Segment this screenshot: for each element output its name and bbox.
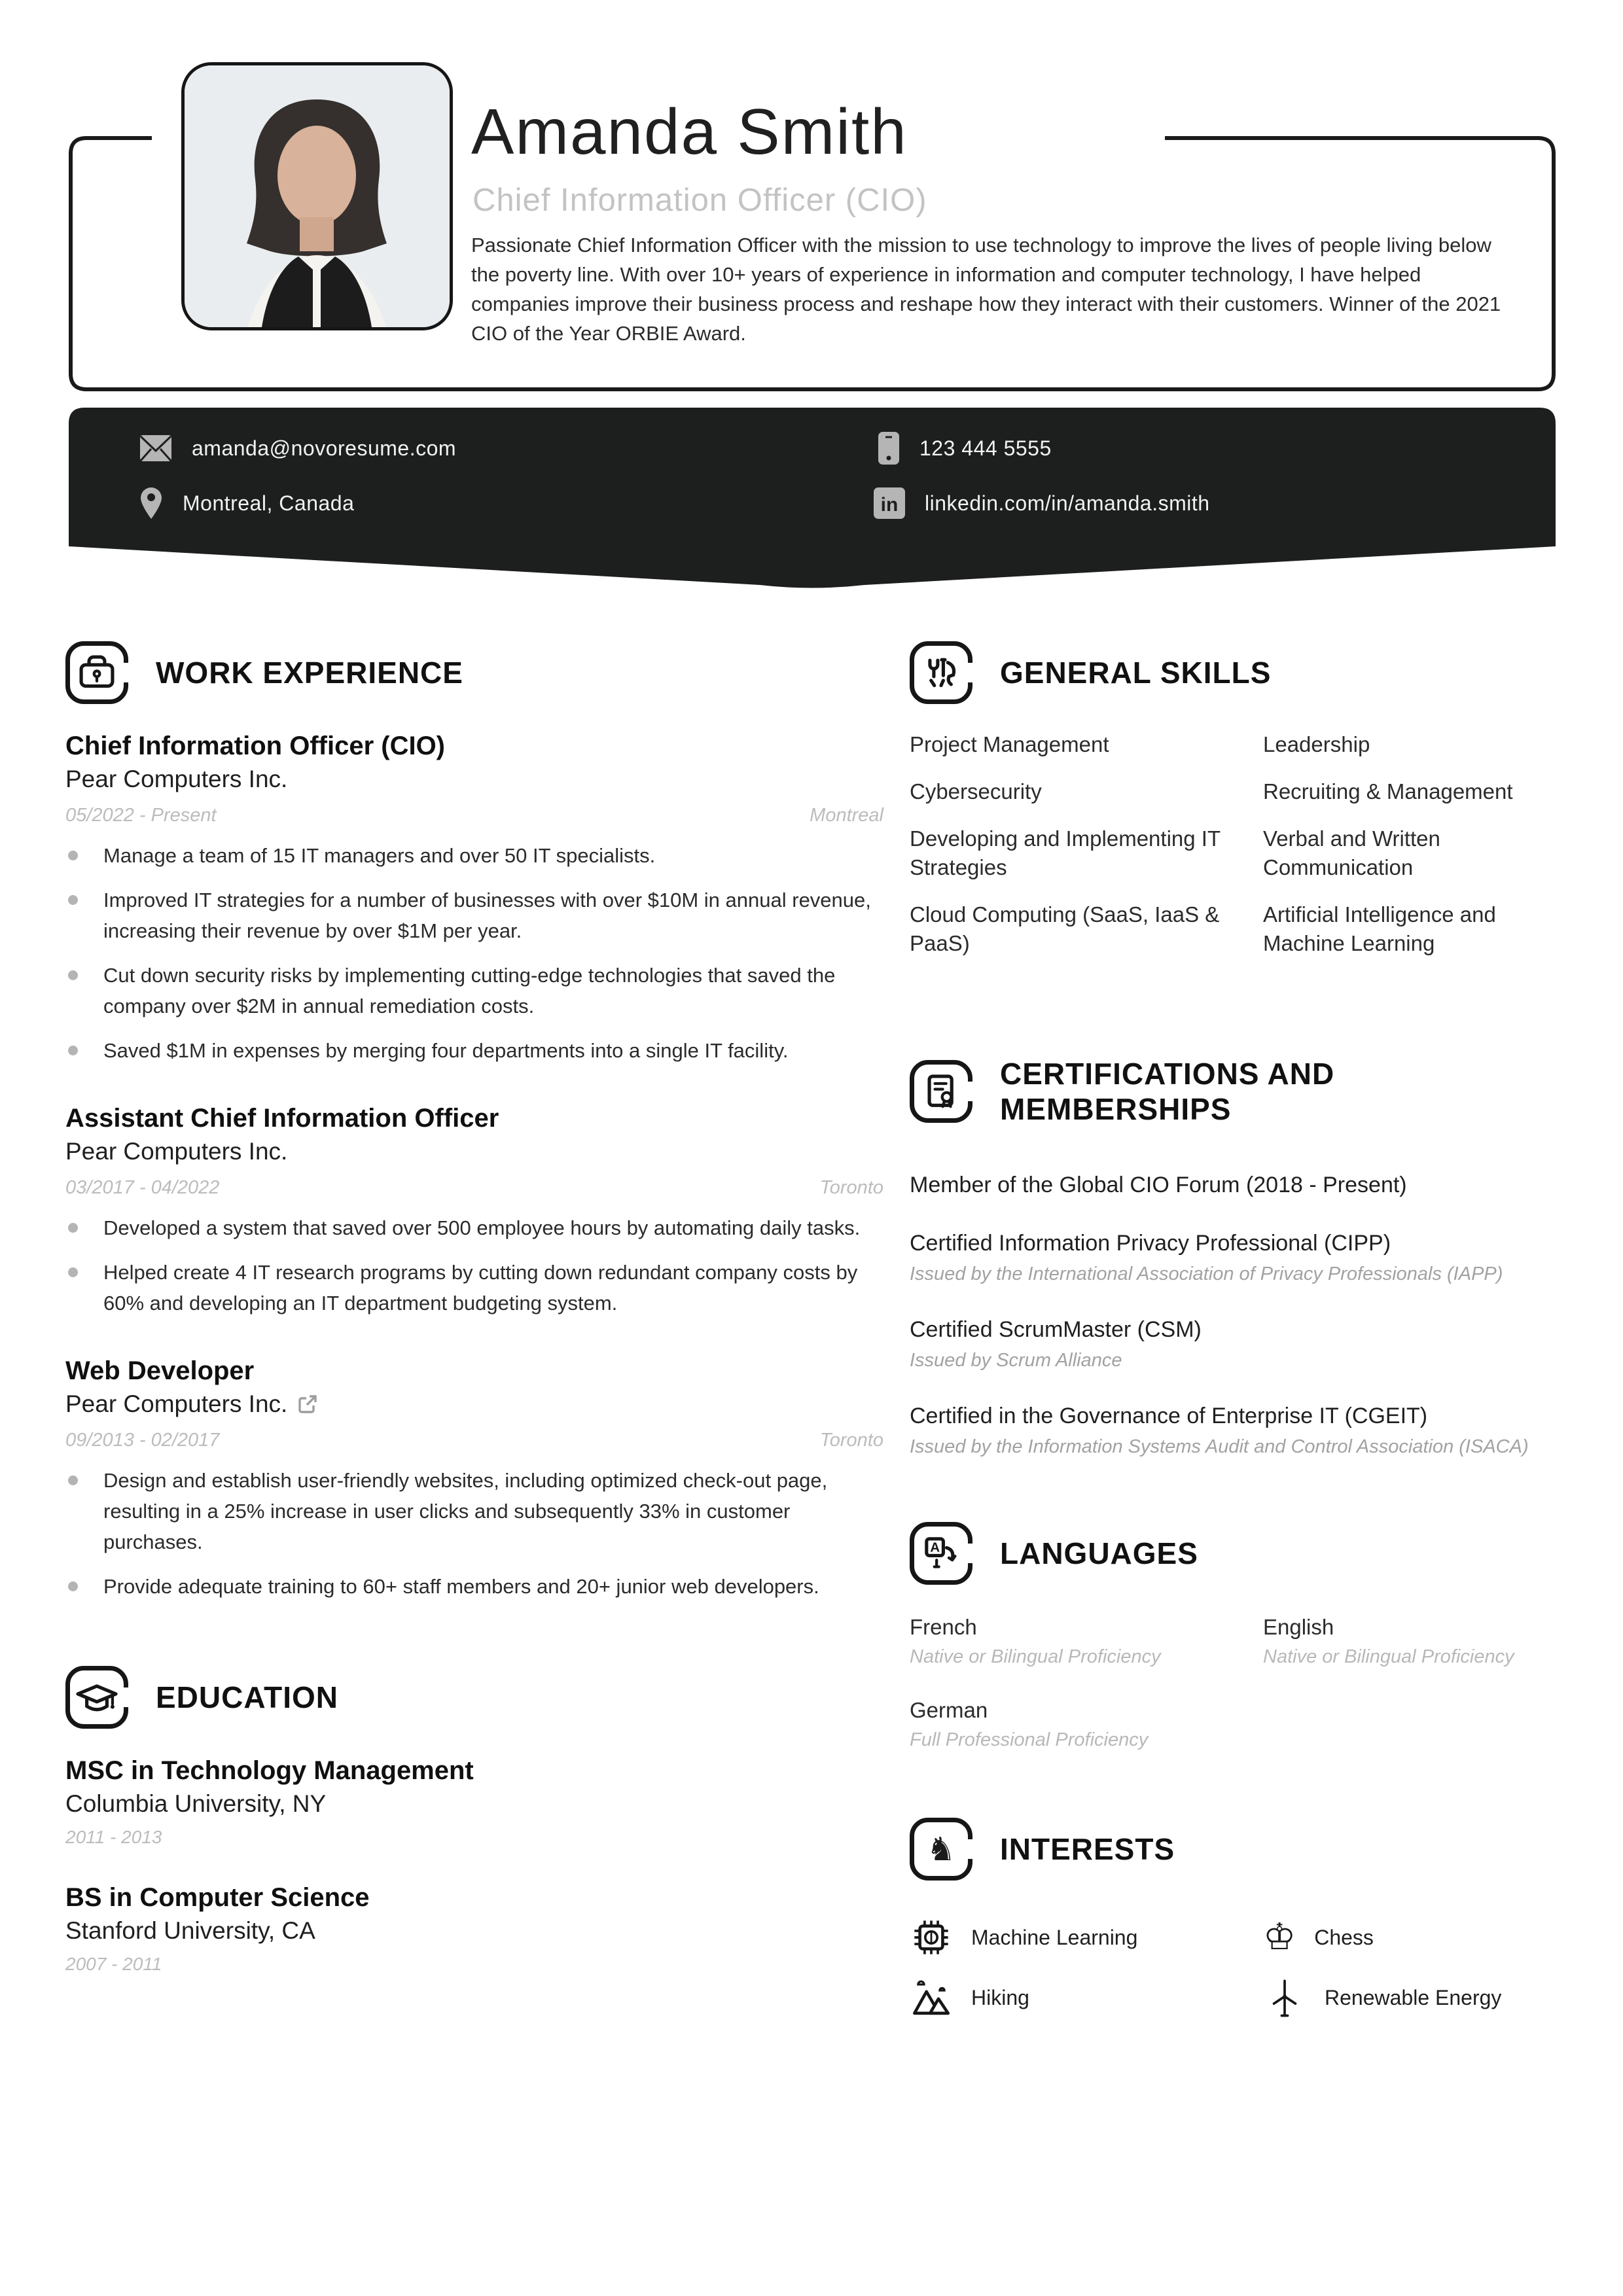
phone-value[interactable]: 123 444 5555 — [919, 436, 1052, 460]
membership-item: Member of the Global CIO Forum (2018 - Present) — [910, 1173, 1407, 1197]
skill-item: Project Management — [910, 732, 1109, 756]
location-value: Montreal, Canada — [183, 491, 355, 515]
degree-entry — [65, 1754, 883, 1848]
job-dates: 03/2017 - 04/2022 — [65, 1177, 220, 1198]
section-title: CERTIFICATIONS AND MEMBERSHIPS — [1000, 1057, 1335, 1126]
certifications-section — [910, 1056, 1558, 1459]
certification-title: Certified ScrumMaster (CSM) — [910, 1317, 1202, 1342]
language-name: German — [910, 1698, 988, 1722]
language-level: Native or Bilingual Proficiency — [910, 1646, 1161, 1667]
job-meta — [65, 804, 883, 827]
interest-item — [910, 1915, 1240, 1960]
phone-icon — [878, 431, 900, 465]
certification-title: Certified in the Governance of Enterprise IT (CGEIT) — [910, 1404, 1428, 1428]
bullet-item: Design and establish user-friendly websites, including optimized check-out page, resulting in a 25% increase in user clicks and subsequently 33% in customer purchases. — [65, 1465, 883, 1557]
degree-dates: 2011 - 2013 — [65, 1827, 162, 1847]
degree-school: Stanford University, CA — [65, 1917, 315, 1944]
job-bullets — [65, 1212, 883, 1318]
certification-issuer: Issued by the Information Systems Audit and Control Association (ISACA) — [910, 1436, 1529, 1457]
language-level: Native or Bilingual Proficiency — [1263, 1646, 1514, 1667]
interest-item — [910, 1975, 1240, 2021]
certifications-header — [910, 1056, 1558, 1127]
job-dates: 09/2013 - 02/2017 — [65, 1430, 220, 1451]
external-link-icon[interactable] — [298, 1394, 317, 1414]
skill-item: Developing and Implementing IT Strategies — [910, 826, 1221, 879]
interests-section — [910, 1818, 1558, 2021]
profile-photo — [181, 62, 453, 330]
language-name: French — [910, 1615, 977, 1639]
education-header — [65, 1666, 883, 1729]
bullet-item: Cut down security risks by implementing cutting-edge technologies that saved the company over $2M in annual remediation costs. — [65, 960, 883, 1021]
contact-linkedin[interactable] — [874, 484, 1210, 523]
person-title: Chief Information Officer (CIO) — [473, 183, 927, 218]
bullet-item: Developed a system that saved over 500 employee hours by automating daily tasks. — [65, 1212, 883, 1243]
job-entry — [65, 1101, 883, 1318]
languages-section — [910, 1522, 1558, 1751]
job-location: Toronto — [819, 1177, 883, 1198]
contact-bar — [69, 408, 1556, 592]
bullet-item: Helped create 4 IT research programs by cutting down redundant company costs by 60% and developing an IT department budgeting system. — [65, 1257, 883, 1318]
education-section — [65, 1666, 883, 1975]
person-name: Amanda Smith — [471, 96, 908, 168]
bullet-item: Manage a team of 15 IT managers and over 50 IT specialists. — [65, 840, 883, 871]
skill-item: Cloud Computing (SaaS, IaaS & PaaS) — [910, 902, 1220, 955]
chess-piece-icon: ♔ — [1263, 1916, 1296, 1958]
email-value[interactable]: amanda@novoresume.com — [192, 436, 457, 460]
mountains-icon — [910, 1976, 953, 2019]
job-location: Toronto — [819, 1430, 883, 1451]
bullet-item: Saved $1M in expenses by merging four departments into a single IT facility. — [65, 1035, 883, 1066]
skills-tools-icon — [910, 641, 972, 704]
job-meta — [65, 1176, 883, 1199]
summary-text: Passionate Chief Information Officer with the mission to use technology to improve the lives of people living below the poverty line. With over 10+ years of experience in information and computer technology, I have helped companies improve their business process and reshape how they interact with their customers. Winner of the 2021 CIO of the Year ORBIE Award. — [471, 234, 1501, 345]
skills-grid — [910, 730, 1558, 958]
contact-location[interactable] — [139, 484, 354, 523]
certification-title: Certified Information Privacy Professional (CIPP) — [910, 1231, 1391, 1256]
job-company — [65, 763, 883, 796]
certificate-icon — [910, 1060, 972, 1123]
svg-text:A: A — [930, 1540, 940, 1555]
certification-issuer: Issued by Scrum Alliance — [910, 1350, 1122, 1371]
job-title: Web Developer — [65, 1356, 255, 1385]
job-company-name: Pear Computers Inc. — [65, 1390, 288, 1417]
interest-item — [1263, 1915, 1558, 1960]
language-level: Full Professional Proficiency — [910, 1729, 1149, 1750]
contact-email[interactable] — [139, 429, 456, 468]
interests-grid — [910, 1915, 1558, 2021]
job-title: Chief Information Officer (CIO) — [65, 732, 445, 760]
job-entry — [65, 1354, 883, 1602]
briefcase-icon — [65, 641, 128, 704]
job-location: Montreal — [810, 805, 883, 826]
bullet-item: Provide adequate training to 60+ staff members and 20+ junior web developers. — [65, 1571, 883, 1602]
contact-phone[interactable] — [878, 429, 1052, 468]
job-company — [65, 1388, 883, 1421]
degree-name: MSC in Technology Management — [65, 1756, 474, 1785]
linkedin-value[interactable]: linkedin.com/in/amanda.smith — [925, 491, 1210, 515]
left-column — [65, 641, 883, 2007]
job-meta — [65, 1428, 883, 1452]
section-title: WORK EXPERIENCE — [156, 656, 463, 690]
skill-item: Artificial Intelligence and Machine Learning — [1263, 902, 1496, 955]
job-entry — [65, 729, 883, 1066]
interest-label: Hiking — [971, 1985, 1029, 2009]
skill-item: Cybersecurity — [910, 779, 1042, 804]
job-bullets — [65, 1465, 883, 1602]
degree-entry — [65, 1881, 883, 1975]
interest-label: Machine Learning — [971, 1925, 1138, 1949]
location-pin-icon — [139, 487, 163, 520]
language-entry — [910, 1615, 1240, 1668]
linkedin-icon — [874, 487, 905, 519]
machine-learning-chip-icon — [910, 1916, 953, 1959]
degree-name: BS in Computer Science — [65, 1883, 370, 1912]
chess-knight-icon: ♞ — [910, 1818, 972, 1881]
work-experience-header — [65, 641, 883, 704]
languages-header — [910, 1522, 1558, 1585]
translate-icon — [910, 1522, 972, 1585]
certification-entry — [910, 1402, 1558, 1459]
interests-header — [910, 1818, 1558, 1881]
section-title: LANGUAGES — [1000, 1536, 1198, 1570]
degree-school: Columbia University, NY — [65, 1790, 327, 1817]
certification-issuer: Issued by the International Association of Privacy Professionals (IAPP) — [910, 1263, 1503, 1284]
graduation-cap-icon — [65, 1666, 128, 1729]
language-name: English — [1263, 1615, 1334, 1639]
section-title: INTERESTS — [1000, 1832, 1175, 1866]
language-entry — [1263, 1615, 1558, 1668]
certification-entry — [910, 1229, 1558, 1286]
skill-item: Leadership — [1263, 732, 1370, 756]
email-icon — [139, 434, 172, 462]
language-entry — [910, 1698, 1240, 1751]
job-dates: 05/2022 - Present — [65, 805, 217, 826]
languages-grid — [910, 1615, 1558, 1751]
job-company-name: Pear Computers Inc. — [65, 1138, 288, 1165]
interest-item — [1263, 1975, 1558, 2021]
certification-entry — [910, 1315, 1558, 1373]
svg-text:in: in — [880, 494, 899, 516]
job-company-name: Pear Computers Inc. — [65, 766, 288, 792]
job-bullets — [65, 840, 883, 1066]
section-title: GENERAL SKILLS — [1000, 656, 1272, 690]
right-column — [910, 641, 1558, 2021]
general-skills-header — [910, 641, 1558, 704]
interest-label: Chess — [1314, 1925, 1374, 1949]
job-company — [65, 1135, 883, 1168]
skill-item: Verbal and Written Communication — [1263, 826, 1440, 879]
bullet-item: Improved IT strategies for a number of businesses with over $10M in annual revenue, increasing their revenue by over $1M per year. — [65, 885, 883, 946]
degree-dates: 2007 - 2011 — [65, 1954, 162, 1974]
job-title: Assistant Chief Information Officer — [65, 1104, 499, 1133]
interest-label: Renewable Energy — [1325, 1985, 1502, 2009]
skill-item: Recruiting & Management — [1263, 779, 1513, 804]
section-title: EDUCATION — [156, 1680, 339, 1714]
wind-turbine-icon — [1263, 1976, 1306, 2019]
